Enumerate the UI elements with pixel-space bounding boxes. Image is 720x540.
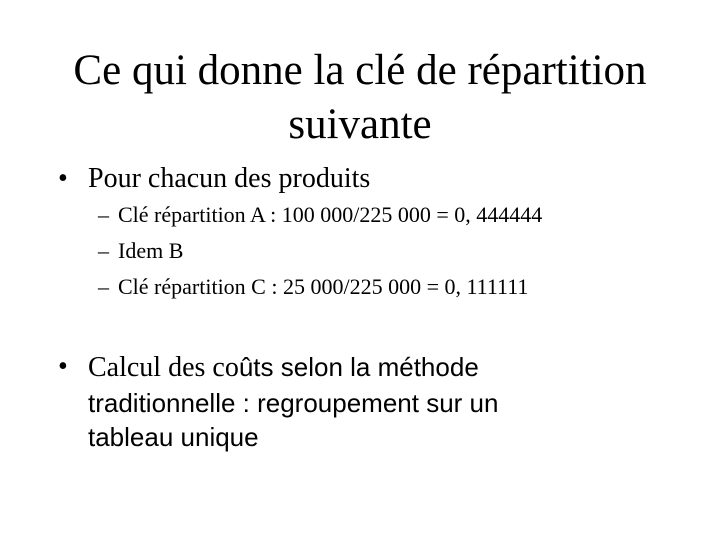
bullet-marker: • xyxy=(58,351,68,382)
bullet-text-line-3: tableau unique xyxy=(88,422,259,452)
bullet-marker: • xyxy=(58,163,68,194)
sub-item-text: Clé répartition C : 25 000/225 000 = 0, 111111 xyxy=(118,274,529,299)
sub-item-text: Idem B xyxy=(118,238,184,263)
dash-marker: – xyxy=(98,274,109,299)
slide-title-line-1: Ce qui donne la clé de répartition xyxy=(73,47,647,94)
slide-title-line-2: suivante xyxy=(288,101,432,148)
sub-item-3 xyxy=(98,273,528,301)
sub-item-2 xyxy=(98,237,183,265)
bullet-text-sans: ûts selon la méthode xyxy=(238,352,479,382)
sub-item-text: Clé répartition A : 100 000/225 000 = 0, 444444 xyxy=(118,202,543,227)
bullet-text-line-1 xyxy=(88,350,479,385)
dash-marker: – xyxy=(98,202,109,227)
bullet-text: Pour chacun des produits xyxy=(88,163,371,194)
bullet-text-line-2: traditionnelle : regroupement sur un xyxy=(88,388,499,418)
dash-marker: – xyxy=(98,238,109,263)
bullet-text-serif: Calcul des co xyxy=(88,352,239,383)
sub-item-1 xyxy=(98,201,542,229)
